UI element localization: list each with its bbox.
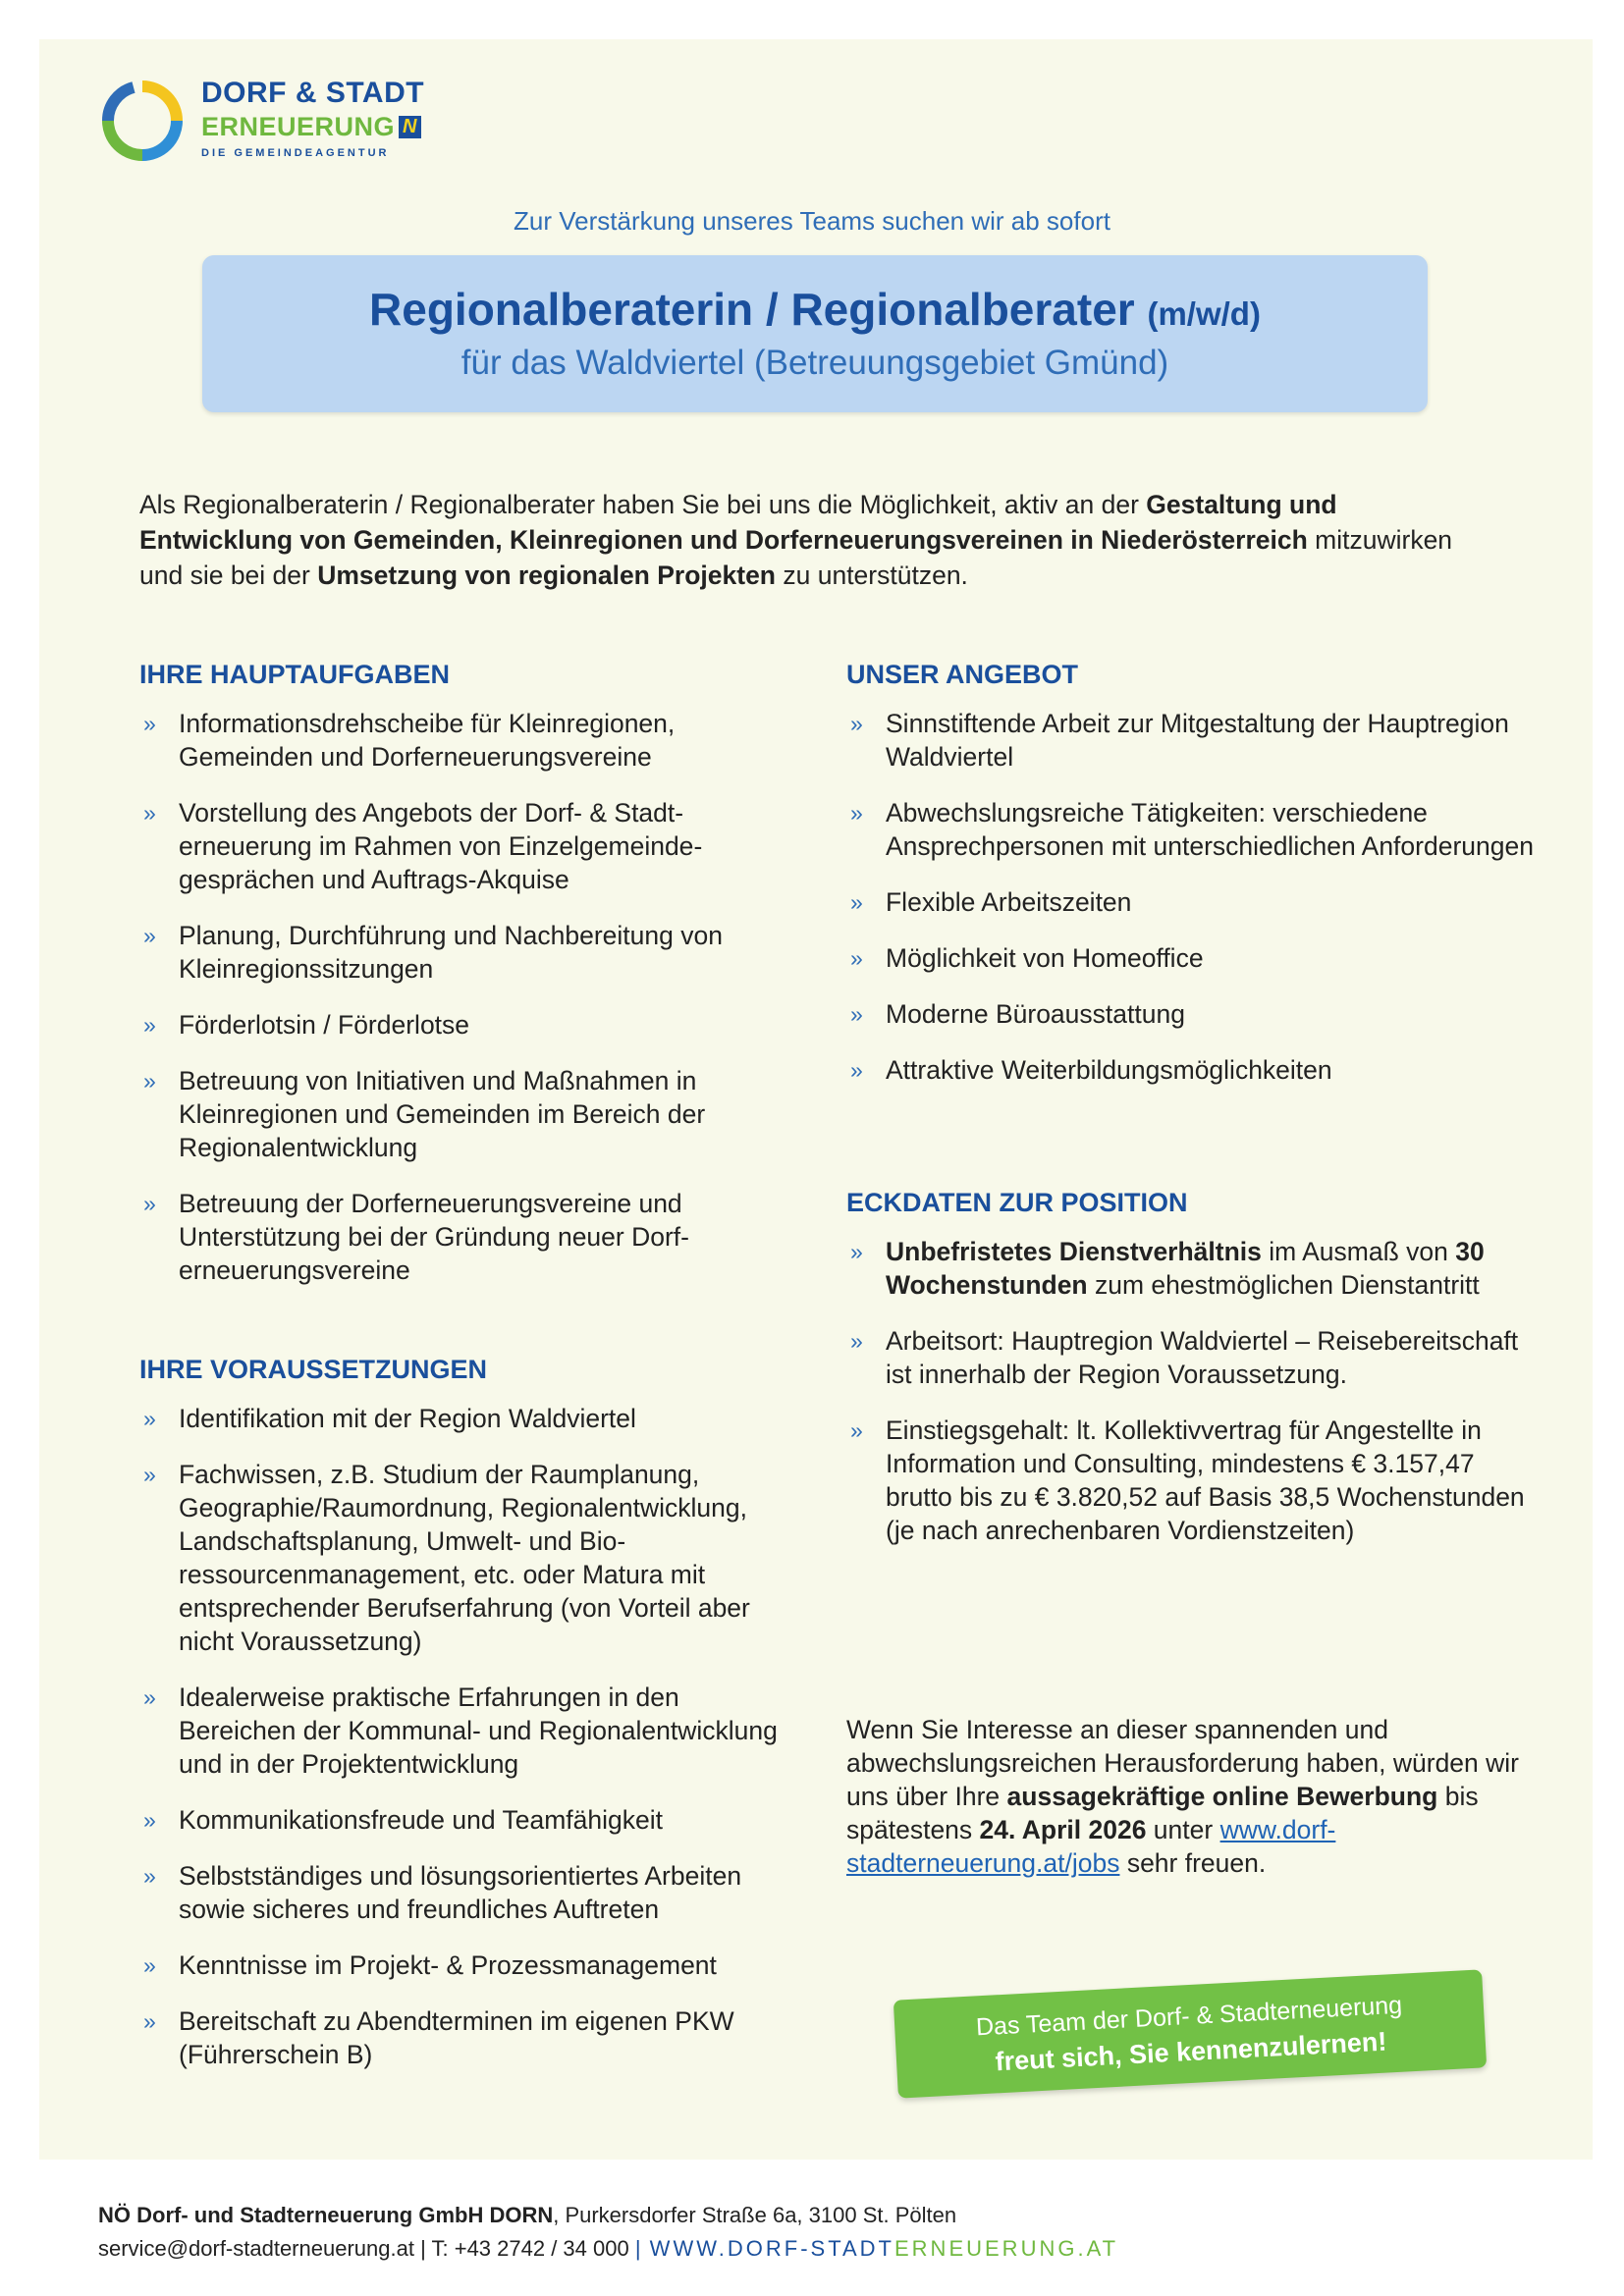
logo-tagline: DIE GEMEINDEAGENTUR: [201, 147, 390, 159]
list-item-text: Informationsdrehscheibe für Kleinregionen, Gemeinden und Dorferneuerungsvereine: [179, 709, 676, 772]
logo-n-mark: N: [399, 116, 421, 138]
section-angebot: [846, 660, 1534, 1087]
list-item: [139, 796, 797, 896]
list-item-text: Möglichkeit von Homeoffice: [886, 943, 1204, 973]
list-item-text: Identifikation mit der Region Waldviertel: [179, 1404, 636, 1433]
bullet-icon: »: [143, 1684, 156, 1710]
list-item: [139, 1008, 797, 1041]
job-title: Regionalberaterin / Regionalberater (m/w/d): [369, 284, 1261, 335]
list-item: [139, 707, 797, 774]
voraussetzungen-list: [139, 1402, 797, 2071]
list-item-text: Vorstellung des Angebots der Dorf- & Stadterneuerung im Rahmen von Einzelgemeindegesprächen und Auftrags-Akquise: [179, 798, 703, 894]
logo-line2: ERNEUERUNG N: [201, 112, 421, 142]
bullet-icon: »: [143, 923, 156, 948]
list-item: [846, 796, 1534, 863]
bullet-icon: »: [850, 1417, 863, 1443]
angebot-list: [846, 707, 1534, 1087]
list-item: [139, 1681, 797, 1781]
title-box: [202, 255, 1428, 412]
bullet-icon: »: [143, 711, 156, 736]
aufgaben-list: [139, 707, 797, 1287]
gender-suffix: (m/w/d): [1147, 295, 1261, 332]
bullet-icon: »: [850, 1001, 863, 1027]
footer-contact-line: service@dorf-stadterneuerung.at | T: +43 2742 / 34 000 | WWW.DORF-STADTERNEUERUNG.AT: [98, 2236, 1119, 2261]
footer: [98, 2199, 1118, 2266]
heading-voraussetzungen: IHRE VORAUSSETZUNGEN: [139, 1355, 488, 1384]
heading-eckdaten: ECKDATEN ZUR POSITION: [846, 1188, 1188, 1217]
list-item-text: Kommunikationsfreude und Teamfähigkeit: [179, 1805, 663, 1835]
logo-ring-icon: [98, 77, 187, 165]
list-item: [139, 1859, 797, 1926]
footer-website[interactable]: WWW.DORF-STADTERNEUERUNG.AT: [640, 2236, 1119, 2261]
list-item-text: Idealerweise praktische Erfahrungen in den Bereichen der Kommunal- und Regionalentwicklung und in der Projektentwicklung: [179, 1682, 778, 1779]
list-item: » Unbefristetes Dienstverhältnis im Ausmaß von 30 Wochenstunden zum ehestmöglichen Dienstantritt: [850, 1237, 1485, 1300]
bullet-icon: »: [850, 1057, 863, 1083]
job-subtitle: für das Waldviertel (Betreuungsgebiet Gmünd): [460, 344, 1169, 382]
list-item-text: Attraktive Weiterbildungsmöglichkeiten: [886, 1055, 1332, 1085]
bullet-icon: »: [143, 1952, 156, 1978]
list-item: » Einstiegsgehalt: lt. Kollektivvertrag für Angestellte in Information und Consulting, mindestens € 3.157,47 brutto bis zu € 3.820,52 auf Basis 38,5 Wochenstunden (je nach anrechenbaren Vordienstzeiten): [850, 1415, 1525, 1545]
list-item: [139, 2004, 797, 2071]
list-item: [139, 919, 797, 986]
bullet-icon: »: [143, 1863, 156, 1889]
list-item: [846, 997, 1534, 1031]
footer-phone: | T: +43 2742 / 34 000: [413, 2236, 635, 2261]
badge-line2: freut sich, Sie kennenzulernen!: [994, 2026, 1388, 2077]
list-item-text: Fachwissen, z.B. Studium der Raumplanung, Geographie/Raumordnung, Regionalentwicklung, Landschaftsplanung, Umwelt- und Bioressourcenmanagement, etc. oder Matura mit entsprechender Berufserfahrung (von Vorteil aber nicht Voraussetzung): [179, 1460, 750, 1656]
section-aufgaben: [139, 660, 797, 1287]
bullet-icon: »: [850, 800, 863, 826]
section-voraussetzungen: [139, 1355, 797, 2071]
footer-address-line: NÖ Dorf- und Stadterneuerung GmbH DORN, Purkersdorfer Straße 6a, 3100 St. Pölten: [98, 2203, 957, 2227]
list-item-text: Kenntnisse im Projekt- & Prozessmanagement: [179, 1950, 717, 1980]
bullet-icon: »: [143, 1406, 156, 1431]
section-eckdaten: [846, 1188, 1534, 1547]
list-item: [846, 941, 1534, 975]
list-item: [139, 1187, 797, 1287]
bullet-icon: »: [850, 889, 863, 915]
list-item: [846, 707, 1534, 774]
bullet-icon: »: [850, 711, 863, 736]
bullet-icon: »: [143, 1068, 156, 1094]
list-item-text: Abwechslungsreiche Tätigkeiten: verschiedene Ansprechpersonen mit unterschiedlichen Anforderungen: [886, 798, 1534, 861]
list-item-text: Bereitschaft zu Abendterminen im eigenen PKW (Führerschein B): [179, 2006, 734, 2069]
list-item-text: Förderlotsin / Förderlotse: [179, 1010, 470, 1040]
bullet-icon: »: [143, 1012, 156, 1038]
bullet-icon: »: [143, 1462, 156, 1487]
list-item-text: Selbstständiges und lösungsorientiertes Arbeiten sowie sicheres und freundliches Auftreten: [179, 1861, 742, 1924]
bullet-icon: »: [143, 2008, 156, 2034]
lead-paragraph: Als Regionalberaterin / Regionalberater haben Sie bei uns die Möglichkeit, aktiv an der Gestaltung und Entwicklung von Gemeinden, Kleinregionen und Dorferneuerungsvereinen in Niederösterreich mitzuwirken und sie bei der Umsetzung von regionalen Projekten zu unterstützen.: [139, 490, 1453, 590]
heading-aufgaben: IHRE HAUPTAUFGABEN: [139, 660, 450, 689]
list-item: [139, 1402, 797, 1435]
bullet-icon: »: [143, 1807, 156, 1833]
list-item: [139, 1803, 797, 1837]
badge-line1: Das Team der Dorf- & Stadterneuerung: [975, 1991, 1403, 2042]
heading-angebot: UNSER ANGEBOT: [846, 660, 1079, 689]
list-item-text: Moderne Büroausstattung: [886, 999, 1185, 1029]
intro-line: Zur Verstärkung unseres Teams suchen wir ab sofort: [514, 206, 1110, 236]
list-item-text: Flexible Arbeitszeiten: [886, 887, 1132, 917]
logo: [98, 77, 432, 165]
list-item-text: Betreuung von Initiativen und Maßnahmen in Kleinregionen und Gemeinden im Bereich der Regionalentwicklung: [179, 1066, 706, 1162]
list-item: [139, 1949, 797, 1982]
jobs-link[interactable]: www.dorf-stadterneuerung.at/jobs: [846, 1815, 1336, 1878]
list-item: [846, 885, 1534, 919]
list-item: [139, 1458, 797, 1658]
closing-paragraph: Wenn Sie Interesse an dieser spannenden und abwechslungsreichen Herausforderung haben, würden wir uns über Ihre aussagekräftige online Bewerbung bis spätestens 24. April 2026 unter www.dorf-stadterneuerung.at/jobs sehr freuen.: [846, 1715, 1519, 1878]
bullet-icon: »: [143, 800, 156, 826]
list-item-text: Betreuung der Dorferneuerungsvereine und Unterstützung bei der Gründung neuer Dorferneuerungsvereine: [179, 1189, 689, 1285]
bullet-icon: »: [850, 1328, 863, 1354]
bullet-icon: »: [143, 1191, 156, 1216]
list-item: [846, 1053, 1534, 1087]
list-item: » Arbeitsort: Hauptregion Waldviertel – Reisebereitschaft ist innerhalb der Region Voraussetzung.: [850, 1326, 1519, 1389]
logo-line1: DORF & STADT: [201, 77, 425, 109]
list-item: [139, 1064, 797, 1164]
bullet-icon: »: [850, 945, 863, 971]
list-item-text: Planung, Durchführung und Nachbereitung von Kleinregionssitzungen: [179, 921, 723, 984]
footer-email[interactable]: service@dorf-stadterneuerung.at: [98, 2236, 414, 2261]
list-item-text: Sinnstiftende Arbeit zur Mitgestaltung der Hauptregion Waldviertel: [886, 709, 1509, 772]
bullet-icon: »: [850, 1239, 863, 1264]
